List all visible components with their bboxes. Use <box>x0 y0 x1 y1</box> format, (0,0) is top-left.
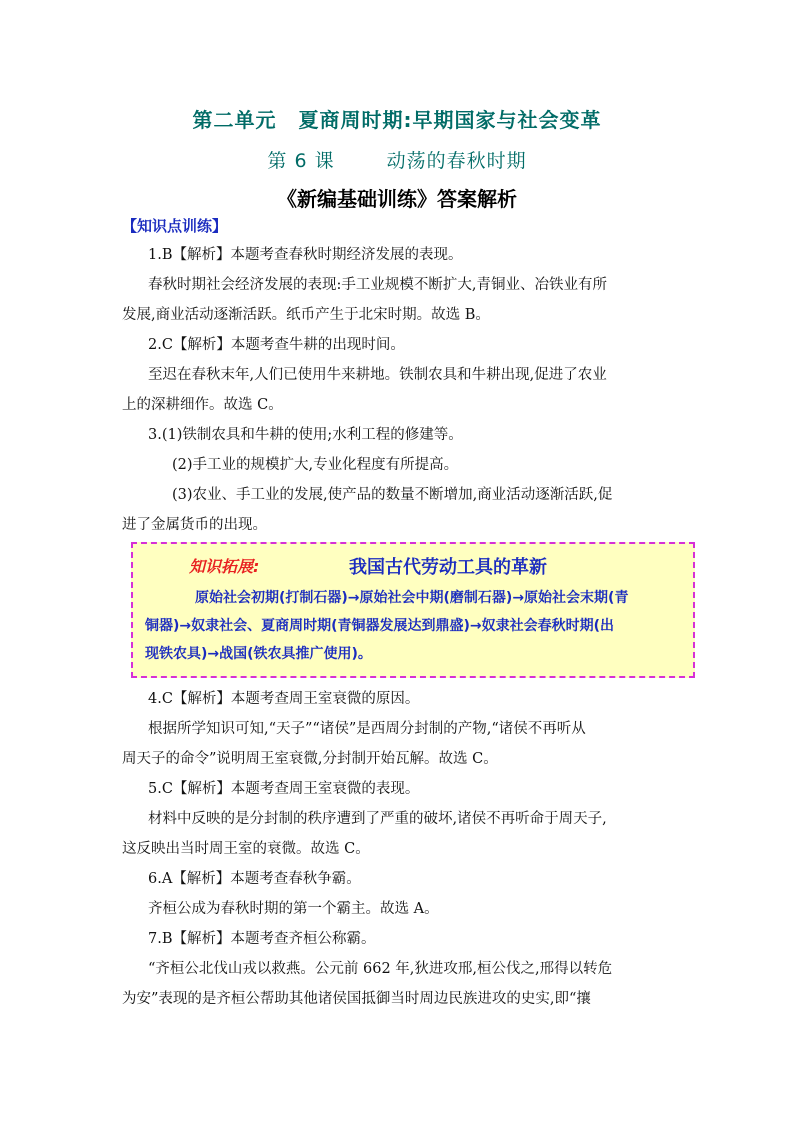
answer-line: 至迟在春秋末年,人们已使用牛来耕地。铁制农具和牛耕出现,促进了农业 <box>148 367 607 383</box>
answer-line: 5.C【解析】本题考查周王室衰微的表现。 <box>148 781 420 797</box>
answer-line: 春秋时期社会经济发展的表现:手工业规模不断扩大,青铜业、冶铁业有所 <box>148 277 607 293</box>
lesson-heading <box>0 146 794 173</box>
document-title: 《新编基础训练》答案解析 <box>277 187 517 211</box>
answer-line: 材料中反映的是分封制的秩序遭到了严重的破坏,诸侯不再听命于周天子, <box>148 811 607 827</box>
answer-line: 4.C【解析】本题考查周王室衰微的原因。 <box>148 691 420 707</box>
lesson-number: 第 6 课 <box>267 150 335 172</box>
unit-heading <box>0 104 794 133</box>
unit-number: 第二单元 <box>192 108 277 132</box>
answer-line: 7.B【解析】本题考查齐桓公称霸。 <box>148 931 376 947</box>
answer-line: 6.A【解析】本题考查春秋争霸。 <box>148 871 361 887</box>
answer-line: 1.B【解析】本题考查春秋时期经济发展的表现。 <box>148 247 463 263</box>
unit-title: 夏商周时期:早期国家与社会变革 <box>298 108 602 132</box>
extension-line: 铜器)→奴隶社会、夏商周时期(青铜器发展达到鼎盛)→奴隶社会春秋时期(出 <box>145 618 615 634</box>
answer-line: 2.C【解析】本题考查牛耕的出现时间。 <box>148 337 405 353</box>
answer-line: 齐桓公成为春秋时期的第一个霸主。故选 A。 <box>148 901 439 917</box>
answer-line: “齐桓公北伐山戎以救燕。公元前 662 年,狄进攻邢,桓公伐之,邢得以转危 <box>148 961 613 977</box>
extension-line: 现铁农具)→战国(铁农具推广使用)。 <box>145 646 372 662</box>
answer-line: 上的深耕细作。故选 C。 <box>122 397 283 413</box>
extension-title: 我国古代劳动工具的革新 <box>349 557 547 578</box>
answer-block-2 <box>122 684 678 1014</box>
answer-block-1 <box>122 240 678 540</box>
answer-line: 发展,商业活动逐渐活跃。纸币产生于北宋时期。故选 B。 <box>122 307 490 323</box>
section-heading: 【知识点训练】 <box>122 217 228 235</box>
answer-line: 3.(1)铁制农具和牛耕的使用;水利工程的修建等。 <box>148 427 463 443</box>
answer-line: 为安”表现的是齐桓公帮助其他诸侯国抵御当时周边民族进攻的史实,即“攘 <box>122 991 591 1007</box>
answer-line: 进了金属货币的出现。 <box>122 517 267 533</box>
answer-line: (2)手工业的规模扩大,专业化程度有所提高。 <box>172 457 459 473</box>
answer-line: 根据所学知识可知,“天子”“诸侯”是西周分封制的产物,“诸侯不再听从 <box>148 721 586 737</box>
extension-body <box>145 584 693 668</box>
lesson-title: 动荡的春秋时期 <box>386 150 527 172</box>
answer-line: (3)农业、手工业的发展,使产品的数量不断增加,商业活动逐渐活跃,促 <box>172 487 613 503</box>
extension-label: 知识拓展: <box>189 557 260 576</box>
knowledge-extension-box <box>131 542 695 678</box>
answer-line: 这反映出当时周王室的衰微。故选 C。 <box>122 841 370 857</box>
extension-line: 原始社会初期(打制石器)→原始社会中期(磨制石器)→原始社会末期(青 <box>195 590 629 606</box>
answer-line: 周天子的命令”说明周王室衰微,分封制开始瓦解。故选 C。 <box>122 751 498 767</box>
